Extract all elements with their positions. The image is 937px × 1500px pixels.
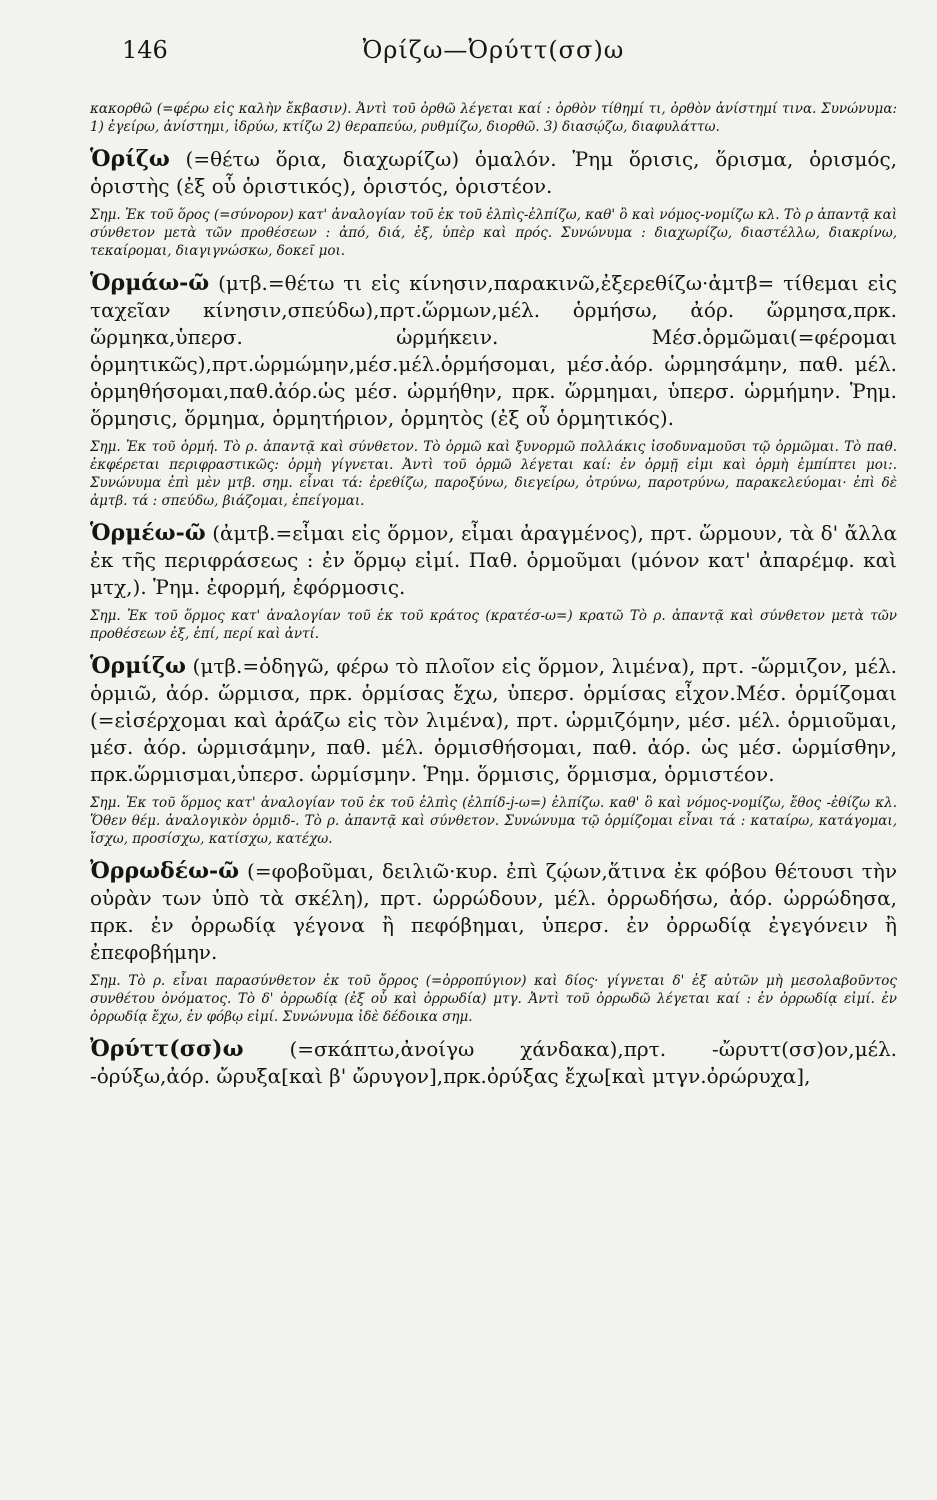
page-number: 146 xyxy=(122,36,168,64)
entry-body: (=σκάπτω,ἀνοίγω χάνδακα),πρτ. -ὤρυττ(σσ)ον,μέλ. -ὀρύξω,ἀόρ. ὤρυξα[καὶ β' ὤρυγον],πρκ.ὀρύξας ἔχω[καὶ μτγν.ὀρώρυχα], xyxy=(90,1037,897,1088)
dictionary-entry xyxy=(90,520,897,601)
entry-headword: Ὁρμάω-ῶ xyxy=(90,270,210,296)
dictionary-entry xyxy=(90,858,897,966)
entry-headword: Ὁρμέω-ῶ xyxy=(90,520,206,546)
entry-headword: Ὀρύττ(σσ)ω xyxy=(90,1036,244,1062)
entry-headword: Ὁρίζω xyxy=(90,146,170,172)
entry-body: (=θέτω ὅρια, διαχωρίζω) ὁμαλόν. Ῥημ ὅρισις, ὅρισμα, ὁρισμός, ὁριστὴς (ἐξ οὗ ὁριστικός), ὁριστός, ὁριστέον. xyxy=(90,147,897,198)
page-header xyxy=(90,30,897,70)
entry-body: (ἀμτβ.=εἶμαι εἰς ὅρμον, εἶμαι ἀραγμένος), πρτ. ὥρμουν, τὰ δ' ἄλλα ἐκ τῆς περιφράσεως : ἐν ὅρμῳ εἰμί. Παθ. ὁρμοῦμαι (μόνον κατ' ἀπαρέμφ. καὶ μτχ,). Ῥημ. ἐφορμή, ἐφόρμοσις. xyxy=(90,521,898,599)
note-block: Σημ. Ἐκ τοῦ ὅρμος κατ' ἀναλογίαν τοῦ ἐκ τοῦ κράτος (κρατέσ-ω=) κρατῶ Τὸ ρ. ἀπαντᾷ καὶ σύνθετον μετὰ τῶν προθέσεων ἐξ, ἐπί, περί καὶ ἀντί. xyxy=(90,608,897,642)
note-block: κακορθῶ (=φέρω εἰς καλὴν ἔκβασιν). Ἀντὶ τοῦ ὀρθῶ λέγεται καί : ὀρθὸν τίθημί τι, ὀρθὸν ἀνίστημί τινα. Συνώνυμα: 1) ἐγείρω, ἀνίστημι, ἱδρύω, κτίζω 2) θεραπεύω, ρυθμίζω, διορθῶ. 3) διασῴζω, διαφυλάττω. xyxy=(90,101,897,135)
entry-headword: Ὁρμίζω xyxy=(90,653,186,679)
dictionary-entry xyxy=(90,653,897,788)
dictionary-entry xyxy=(90,146,897,200)
note-block: Σημ. Ἐκ τοῦ ὅρμος κατ' ἀναλογίαν τοῦ ἐκ τοῦ ἐλπὶς (ἐλπίδ-j-ω=) ἐλπίζω. καθ' ὃ καὶ νόμος-νομίζω, ἔθος -ἐθίζω κλ. Ὅθεν θέμ. ἀναλογικὸν ὁρμιδ-. Τὸ ρ. ἀπαντᾷ καὶ σύνθετον. Συνώνυμα τῷ ὁρμίζομαι εἶναι τά : καταίρω, κατάγομαι, ἴσχω, προσίσχω, κατίσχω, κατέχω. xyxy=(90,795,897,847)
entry-body: (=φοβοῦμαι, δειλιῶ·κυρ. ἐπὶ ζῴων,ἅτινα ἐκ φόβου θέτουσι τὴν οὐρὰν των ὑπὸ τὰ σκέλη), πρτ. ὠρρώδουν, μέλ. ὀρρωδήσω, ἀόρ. ὠρρώδησα, πρκ. ἐν ὀρρωδίᾳ γέγονα ἢ πεφόβημαι, ὑπερσ. ἐν ὀρρωδίᾳ ἐγεγόνειν ἢ ἐπεφοβήμην. xyxy=(90,859,897,964)
note-block: Σημ. Ἐκ τοῦ ὁρμή. Τὸ ρ. ἀπαντᾷ καὶ σύνθετον. Τὸ ὁρμῶ καὶ ξυνορμῶ πολλάκις ἰσοδυναμοῦσι τῷ ὁρμῶμαι. Τὸ παθ. ἐκφέρεται περιφραστικῶς: ὁρμὴ γίγνεται. Ἀντὶ τοῦ ὁρμῶ λέγεται καί: ἐν ὁρμῇ εἰμι καὶ ὁρμὴ ἐμπίπτει μοι:. Συνώνυμα ἐπὶ μὲν μτβ. σημ. εἶναι τά: ἐρεθίζω, παροξύνω, διεγείρω, ὀτρύνω, παροτρύνω, παρακελεύομαι· ἐπὶ δὲ ἀμτβ. τά : σπεύδω, βιάζομαι, ἐπείγομαι. xyxy=(90,439,897,509)
dictionary-entry xyxy=(90,270,897,432)
entry-body: (μτβ.=ὁδηγῶ, φέρω τὸ πλοῖον εἰς ὅρμον, λιμένα), πρτ. -ὥρμιζον, μέλ. ὁρμιῶ, ἀόρ. ὥρμισα, πρκ. ὁρμίσας ἔχω, ὑπερσ. ὁρμίσας εἶχον.Μέσ. ὁρμίζομαι (=εἰσέρχομαι καὶ ἀράζω εἰς τὸν λιμένα), πρτ. ὡρμιζόμην, μέσ. μέλ. ὁρμιοῦμαι, μέσ. ἀόρ. ὡρμισάμην, παθ. μέλ. ὁρμισθήσομαι, παθ. ἀόρ. ὡς μέσ. ὡρμίσθην, πρκ.ὥρμισμαι,ὑπερσ. ὡρμίσμην. Ῥημ. ὅρμισις, ὅρμισμα, ὁρμιστέον. xyxy=(90,654,898,786)
dictionary-entry xyxy=(90,1036,897,1090)
note-block: Σημ. Ἐκ τοῦ ὅρος (=σύνορον) κατ' ἀναλογίαν τοῦ ἐκ τοῦ ἐλπὶς-ἐλπίζω, καθ' ὃ καὶ νόμος-νομίζω κλ. Τὸ ρ ἀπαντᾷ καὶ σύνθετον μετὰ τῶν προθέσεων : ἀπό, διά, ἐξ, ὑπὲρ καὶ πρός. Συνώνυμα : διαχωρίζω, διαστέλλω, διακρίνω, τεκαίρομαι, διαγιγνώσκω, δοκεῖ μοι. xyxy=(90,207,897,259)
entry-headword: Ὀρρωδέω-ῶ xyxy=(90,858,240,884)
entry-body: (μτβ.=θέτω τι εἰς κίνησιν,παρακινῶ,ἐξερεθίζω·ἀμτβ= τίθεμαι εἰς ταχεῖαν κίνησιν,σπεύδω),πρτ.ὥρμων,μέλ. ὁρμήσω, ἀόρ. ὥρμησα,πρκ. ὥρμηκα,ὑπερσ. ὡρμήκειν. Μέσ.ὁρμῶμαι(=φέρομαι ὁρμητικῶς),πρτ.ὡρμώμην,μέσ.μέλ.ὁρμήσομαι, μέσ.ἀόρ. ὡρμησάμην, παθ. μέλ. ὁρμηθήσομαι,παθ.ἀόρ.ὡς μέσ. ὡρμήθην, πρκ. ὥρμημαι, ὑπερσ. ὡρμήμην. Ῥημ. ὅρμησις, ὅρμημα, ὁρμητήριον, ὁρμητὸς (ἐξ οὗ ὁρμητικός). xyxy=(90,271,898,430)
note-block: Σημ. Τὸ ρ. εἶναι παρασύνθετον ἐκ τοῦ ὄρρος (=ὀρροπύγιον) καὶ δίος· γίγνεται δ' ἐξ αὐτῶν μὴ μεσολαβοῦντος συνθέτου ὀνόματος. Τὸ δ' ὀρρωδίᾳ (ἐξ οὗ καὶ ὀρρωδία) μτγ. Ἀντὶ τοῦ ὀρρωδῶ λέγεται καί : ἐν ὀρρωδίᾳ εἰμί. ἐν ὀρρωδίᾳ ἔχω, ἐν φόβῳ εἰμί. Συνώνυμα ἰδὲ δέδοικα σημ. xyxy=(90,973,897,1025)
running-head: Ὀρίζω—Ὀρύττ(σσ)ω xyxy=(362,36,625,64)
page-content xyxy=(90,100,897,1090)
